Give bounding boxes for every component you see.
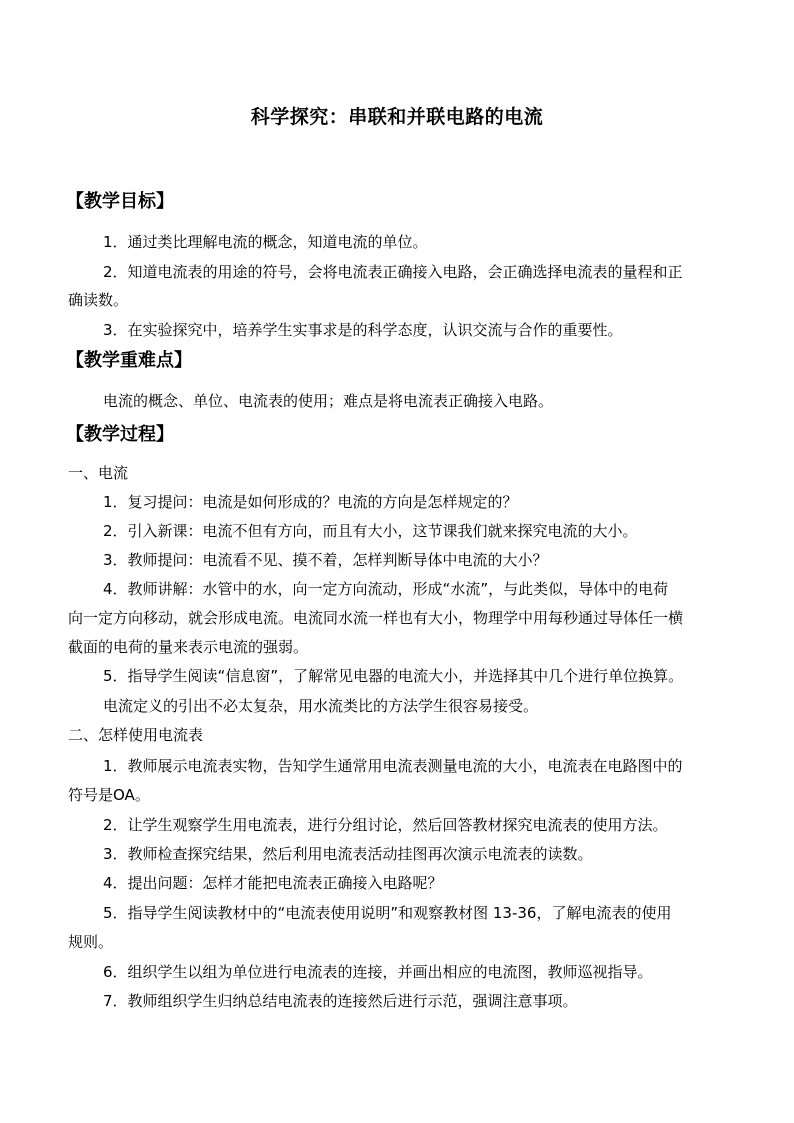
part2-item-3: 3．教师检查探究结果，然后利用电流表活动挂图再次演示电流表的读数。: [103, 845, 593, 863]
part2-item-5-line-1: 5．指导学生阅读教材中的“电流表使用说明”和观察教材图 13-36，了解电流表的使用: [103, 904, 672, 922]
part2-item-1-prefix: 符号是: [68, 786, 114, 804]
part2-item-6: 6．组织学生以组为单位进行电流表的连接，并画出相应的电流图，教师巡视指导。: [103, 963, 653, 981]
goal-item-3: 3．在实验探究中，培养学生实事求是的科学态度，认识交流与合作的重要性。: [103, 321, 623, 339]
part1-note: 电流定义的引出不必太复杂，用水流类比的方法学生很容易接受。: [103, 697, 539, 715]
part2-title: 二、怎样使用电流表: [68, 726, 204, 744]
section-heading-goals: 【教学目标】: [66, 191, 174, 212]
part1-item-4-line-2: 向一定方向移动，就会形成电流。电流同水流一样也有大小，物理学中用每秒通过导体任一横: [68, 609, 684, 627]
part2-item-7: 7．教师组织学生归纳总结电流表的连接然后进行示范，强调注意事项。: [103, 992, 578, 1010]
part2-item-1-line-2: [68, 785, 150, 805]
ammeter-symbol: OA: [113, 786, 135, 804]
part2-item-4: 4．提出问题：怎样才能把电流表正确接入电路呢？: [103, 874, 443, 892]
part1-item-5: 5．指导学生阅读“信息窗”，了解常见电器的电流大小，并选择其中几个进行单位换算。: [103, 667, 684, 685]
part1-item-4-line-1: 4．教师讲解：水管中的水，向一定方向流动，形成“水流”，与此类似，导体中的电荷: [103, 580, 669, 598]
key-points-text: 电流的概念、单位、电流表的使用；难点是将电流表正确接入电路。: [103, 392, 554, 410]
part1-title: 一、电流: [68, 464, 129, 482]
section-heading-key-points: 【教学重难点】: [66, 350, 192, 371]
section-heading-process: 【教学过程】: [66, 424, 174, 445]
goal-item-2-line-1: 2．知道电流表的用途的符号，会将电流表正确接入电路，会正确选择电流表的量程和正: [103, 263, 683, 281]
part1-item-4-line-3: 截面的电荷的量来表示电流的强弱。: [68, 638, 309, 656]
goal-item-2-line-2: 确读数。: [68, 291, 129, 309]
part2-item-5-line-2: 规则。: [68, 933, 114, 951]
part1-item-1: 1．复习提问：电流是如何形成的？电流的方向是怎样规定的？: [103, 493, 518, 511]
goal-item-1: 1．通过类比理解电流的概念，知道电流的单位。: [103, 233, 428, 251]
part2-item-1-line-1: 1．教师展示电流表实物，告知学生通常用电流表测量电流的大小，电流表在电路图中的: [103, 757, 683, 775]
part2-item-2: 2．让学生观察学生用电流表，进行分组讨论，然后回答教材探究电流表的使用方法。: [103, 816, 668, 834]
part1-item-3: 3．教师提问：电流看不见、摸不着，怎样判断导体中电流的大小？: [103, 551, 548, 569]
part2-item-1-suffix: 。: [134, 786, 150, 804]
part1-item-2: 2．引入新课：电流不但有方向，而且有大小，这节课我们就来探究电流的大小。: [103, 522, 638, 540]
page-title: 科学探究：串联和并联电路的电流: [250, 106, 544, 128]
